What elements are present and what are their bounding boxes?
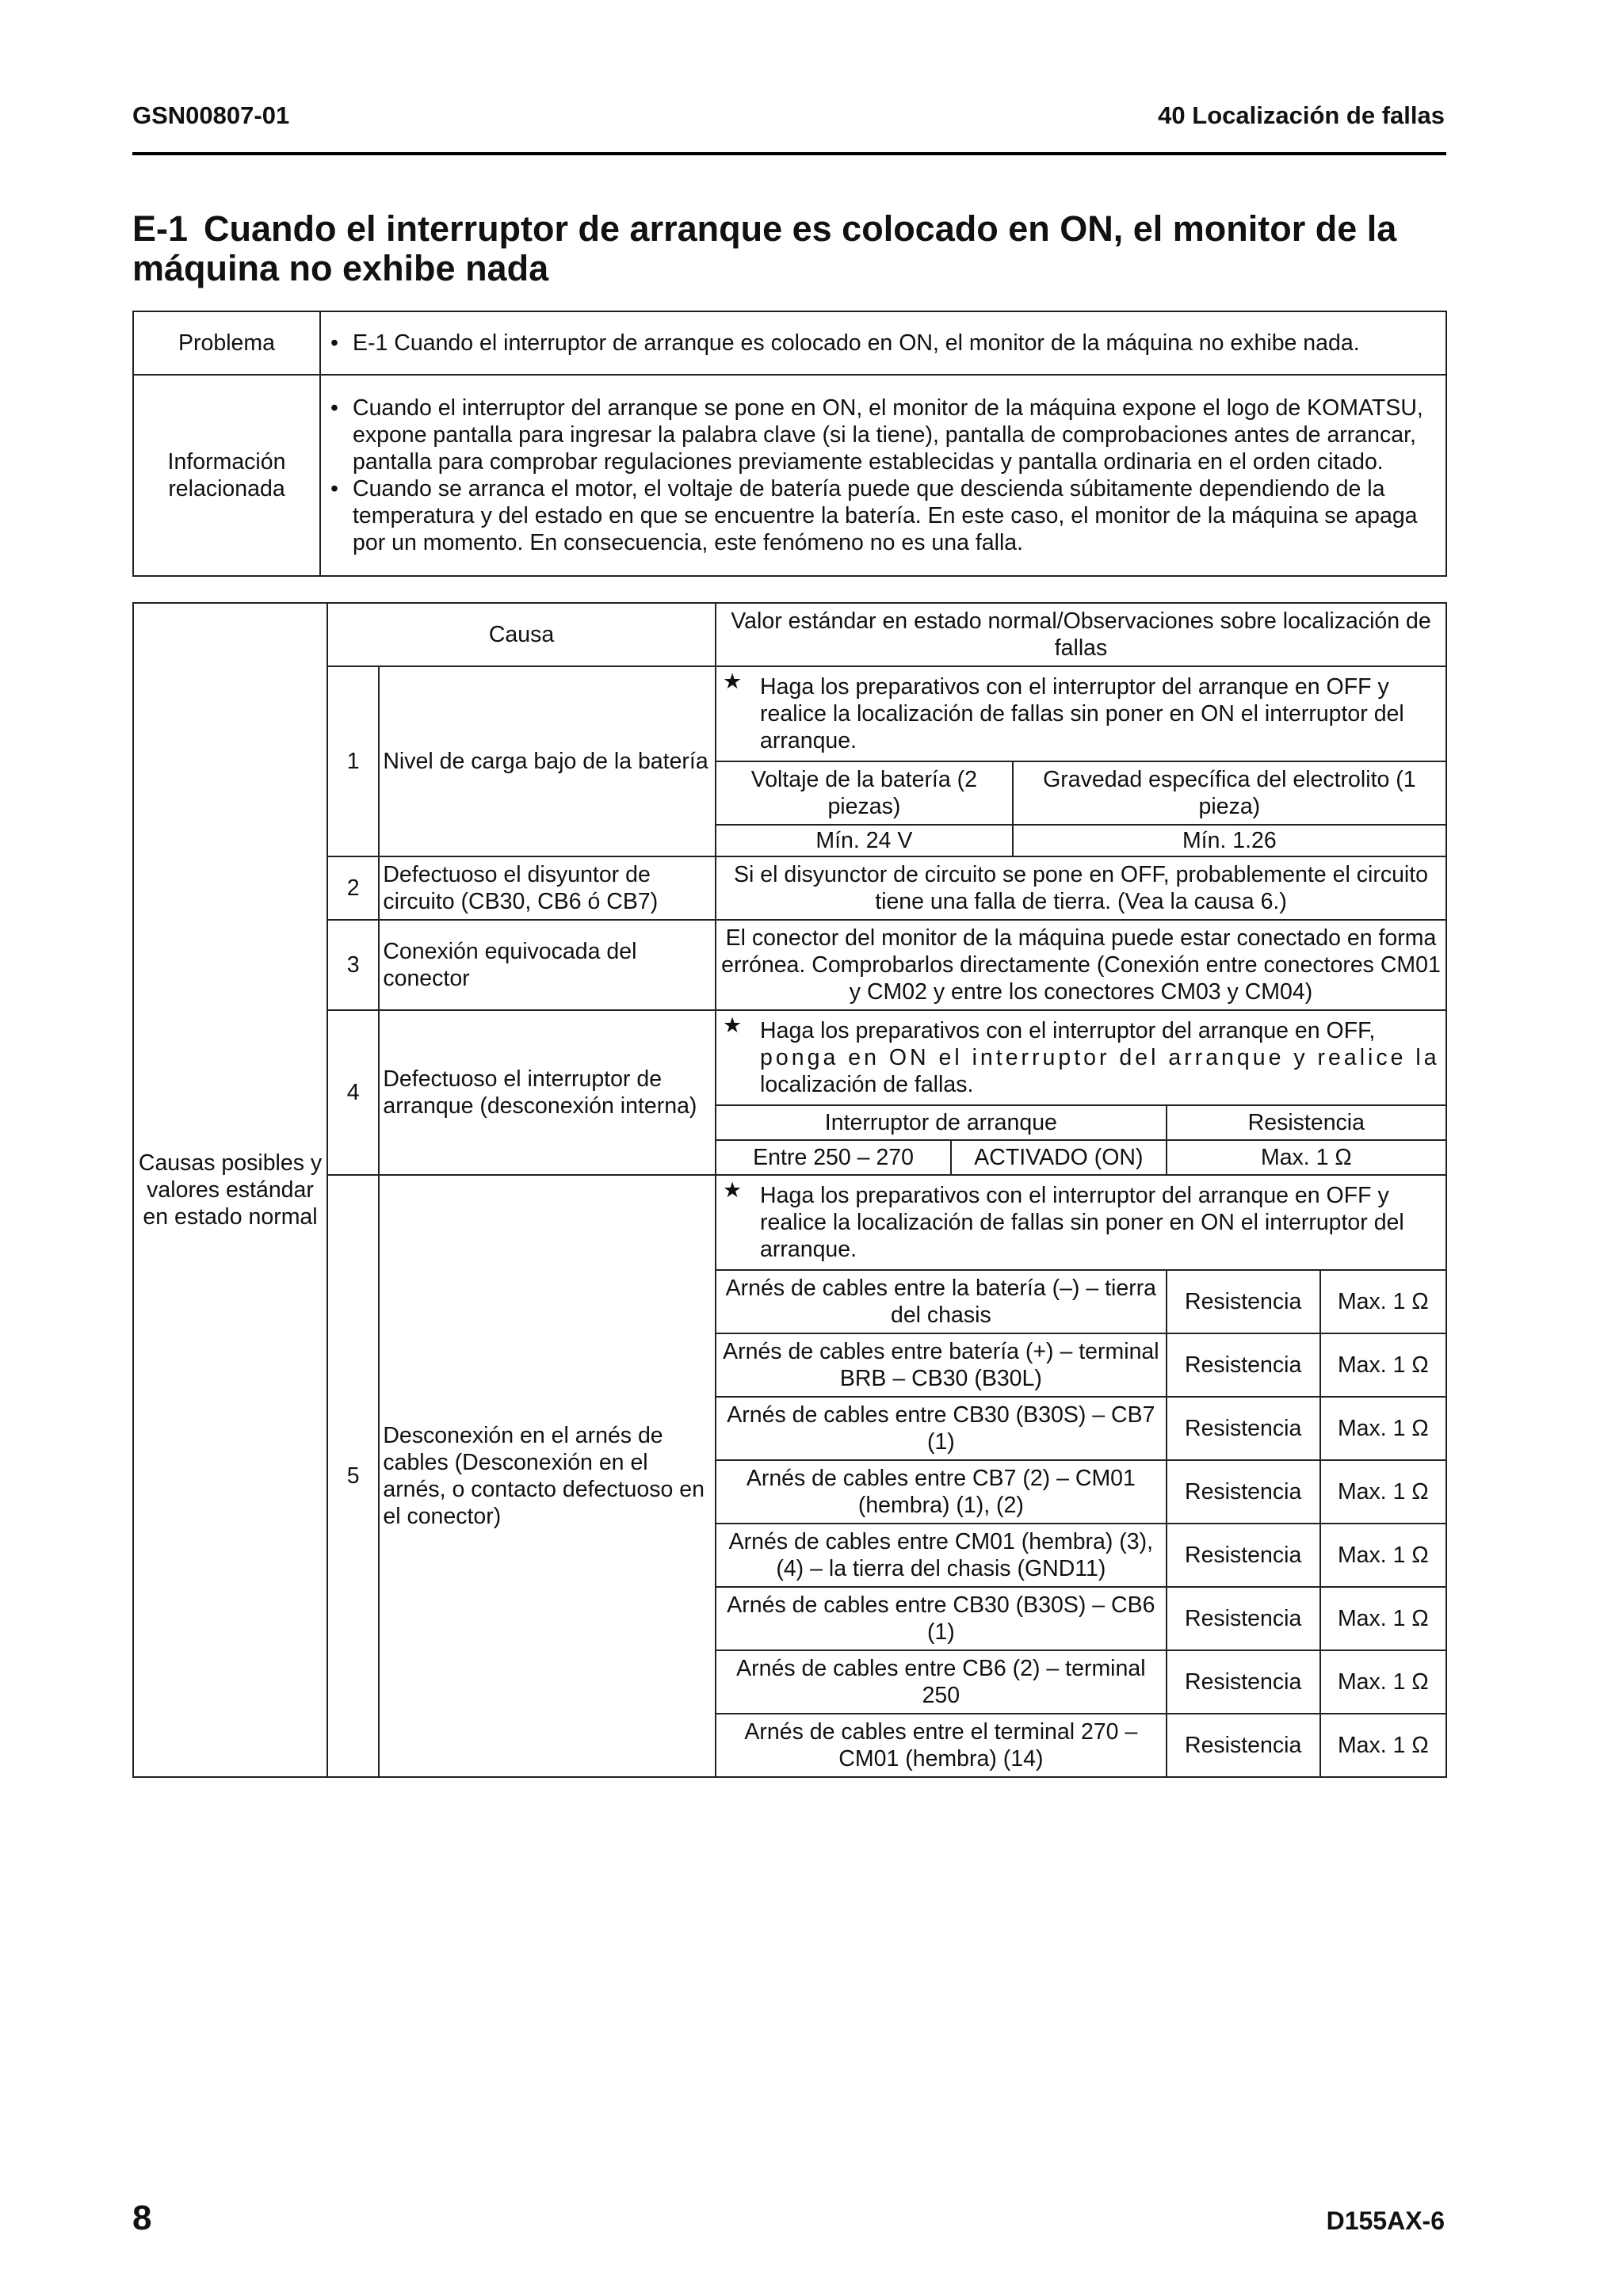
cause1-value-gravity: Mín. 1.26 xyxy=(1013,825,1446,856)
harness-check-item: Resistencia xyxy=(1167,1270,1320,1333)
page-title xyxy=(132,209,1480,288)
cause-number: 1 xyxy=(327,666,379,856)
causes-side-label: Causas posibles y valores estándar en estado normal xyxy=(133,603,327,1777)
cause-number: 2 xyxy=(327,856,379,920)
cause-name: Defectuoso el disyuntor de circuito (CB30, CB6 ó CB7) xyxy=(379,856,716,920)
cause4-header-resistance: Resistencia xyxy=(1167,1105,1446,1140)
cause-name: Defectuoso el interruptor de arranque (desconexión interna) xyxy=(379,1010,716,1175)
cause1-header-gravity: Gravedad específica del electrolito (1 pieza) xyxy=(1013,761,1446,825)
cause4-note xyxy=(716,1010,1446,1105)
harness-check-value: Max. 1 Ω xyxy=(1320,1524,1446,1587)
cause-number: 4 xyxy=(327,1010,379,1175)
cause4-switch-state: ACTIVADO (ON) xyxy=(951,1140,1167,1175)
col-header-value: Valor estándar en estado normal/Observaciones sobre localización de fallas xyxy=(716,603,1446,666)
header-rule xyxy=(132,152,1446,155)
col-header-cause: Causa xyxy=(327,603,716,666)
problem-info-table xyxy=(132,311,1447,577)
related-info-item: • Cuando se arranca el motor, el voltaje de batería puede que descienda súbitamente dependiendo de la temperatura y del estado en que se encuentre la batería. En este caso, el monitor de la máquina se apaga por un momento. En consecuencia, este fenómeno no es una falla. xyxy=(326,475,1441,556)
harness-description: Arnés de cables entre CB6 (2) – terminal 250 xyxy=(716,1650,1167,1714)
problem-cell xyxy=(320,311,1446,375)
harness-check-item: Resistencia xyxy=(1167,1333,1320,1397)
harness-check-item: Resistencia xyxy=(1167,1650,1320,1714)
cause2-value: Si el disyunctor de circuito se pone en OFF, probablemente el circuito tiene una falla de tierra. (Vea la causa 6.) xyxy=(716,856,1446,920)
problem-text: • E-1 Cuando el interruptor de arranque es colocado en ON, el monitor de la máquina no exhibe nada. xyxy=(326,330,1441,357)
harness-description: Arnés de cables entre la batería (–) – tierra del chasis xyxy=(716,1270,1167,1333)
cause-name: Desconexión en el arnés de cables (Desconexión en el arnés, o contacto defectuoso en el conector) xyxy=(379,1175,716,1777)
harness-check-value: Max. 1 Ω xyxy=(1320,1270,1446,1333)
harness-description: Arnés de cables entre CB7 (2) – CM01 (hembra) (1), (2) xyxy=(716,1460,1167,1524)
cause1-value-voltage: Mín. 24 V xyxy=(716,825,1013,856)
harness-check-value: Max. 1 Ω xyxy=(1320,1333,1446,1397)
page-number: 8 xyxy=(132,2199,152,2237)
section-title: 40 Localización de fallas xyxy=(1158,101,1445,129)
harness-check-value: Max. 1 Ω xyxy=(1320,1460,1446,1524)
related-info-cell xyxy=(320,375,1446,576)
title-text: Cuando el interruptor de arranque es colocado en ON, el monitor de la máquina no exhibe nada xyxy=(132,208,1397,288)
model-code: D155AX-6 xyxy=(1326,2206,1445,2235)
harness-check-value: Max. 1 Ω xyxy=(1320,1650,1446,1714)
title-code: E-1 xyxy=(132,208,189,249)
harness-description: Arnés de cables entre CB30 (B30S) – CB6 (1) xyxy=(716,1587,1167,1650)
harness-check-item: Resistencia xyxy=(1167,1460,1320,1524)
cause4-header-switch: Interruptor de arranque xyxy=(716,1105,1167,1140)
harness-check-value: Max. 1 Ω xyxy=(1320,1714,1446,1777)
cause4-note-line: Haga los preparativos con el interruptor del arranque en OFF, xyxy=(760,1018,1376,1043)
document-code: GSN00807-01 xyxy=(132,101,290,129)
harness-description: Arnés de cables entre el terminal 270 – CM01 (hembra) (14) xyxy=(716,1714,1167,1777)
cause5-note: ★ Haga los preparativos con el interruptor del arranque en OFF y realice la localización de fallas sin poner en ON el interruptor del arranque. xyxy=(716,1175,1446,1270)
harness-check-value: Max. 1 Ω xyxy=(1320,1587,1446,1650)
harness-description: Arnés de cables entre batería (+) – terminal BRB – CB30 (B30L) xyxy=(716,1333,1167,1397)
cause-number: 5 xyxy=(327,1175,379,1777)
harness-check-value: Max. 1 Ω xyxy=(1320,1397,1446,1460)
cause1-header-voltage: Voltaje de la batería (2 piezas) xyxy=(716,761,1013,825)
harness-check-item: Resistencia xyxy=(1167,1587,1320,1650)
harness-description: Arnés de cables entre CM01 (hembra) (3), (4) – la tierra del chasis (GND11) xyxy=(716,1524,1167,1587)
cause4-note-line: ponga en ON el interruptor del arranque y realice la xyxy=(760,1045,1440,1070)
cause1-note: ★ Haga los preparativos con el interruptor del arranque en OFF y realice la localización de fallas sin poner en ON el interruptor del arranque. xyxy=(716,666,1446,761)
causes-table xyxy=(132,602,1447,1778)
cause3-value: El conector del monitor de la máquina puede estar conectado en forma errónea. Comprobarlos directamente (Conexión entre conectores CM01 y CM02 y entre los conectores CM03 y CM04) xyxy=(716,920,1446,1010)
harness-check-item: Resistencia xyxy=(1167,1714,1320,1777)
related-info-item: • Cuando el interruptor del arranque se pone en ON, el monitor de la máquina expone el logo de KOMATSU, expone pantalla para ingresar la palabra clave (si la tiene), pantalla de comprobaciones antes de arrancar, pantalla para comprobar regulaciones previamente establecidas y pantalla ordinaria en el orden citado. xyxy=(326,395,1441,475)
cause4-note-line: localización de fallas. xyxy=(760,1072,974,1097)
cause-number: 3 xyxy=(327,920,379,1010)
cause4-terminals: Entre 250 – 270 xyxy=(716,1140,951,1175)
harness-description: Arnés de cables entre CB30 (B30S) – CB7 (1) xyxy=(716,1397,1167,1460)
harness-check-item: Resistencia xyxy=(1167,1397,1320,1460)
harness-check-item: Resistencia xyxy=(1167,1524,1320,1587)
problem-label: Problema xyxy=(133,311,320,375)
cause-name: Nivel de carga bajo de la batería xyxy=(379,666,716,856)
cause4-resistance-value: Max. 1 Ω xyxy=(1167,1140,1446,1175)
cause-name: Conexión equivocada del conector xyxy=(379,920,716,1010)
related-info-label: Información relacionada xyxy=(133,375,320,576)
